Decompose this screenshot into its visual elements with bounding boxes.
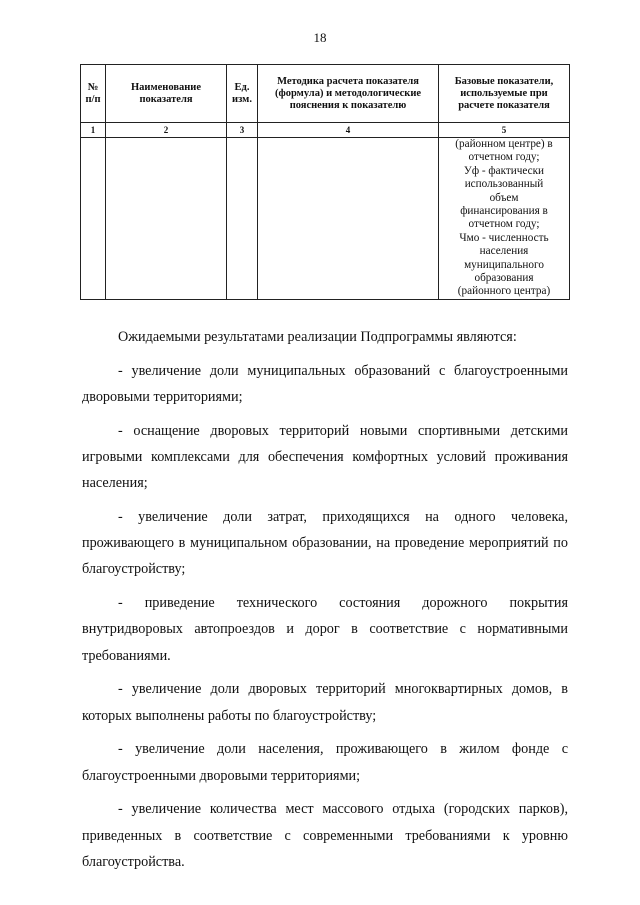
header-unit: Ед. изм. [227,65,258,123]
body-text [82,324,568,883]
column-number: 3 [227,123,258,138]
cell-line: образования [474,272,534,285]
cell-unit [227,138,258,300]
cell-line: Уф - фактически [463,164,545,177]
header-methodology: Методика расчета показателя (формула) и методологические пояснения к показателю [258,65,439,123]
cell-methodology [258,138,439,300]
header-number: № п/п [81,65,106,123]
result-item: - увеличение доли затрат, приходящихся на одного человека, проживающего в муниципальном образовании, на проведение мероприятий по благоустройству; [82,509,568,578]
indicators-table [80,64,570,300]
header-base-indicators: Базовые показатели, используемые при расчете показателя [439,65,570,123]
cell-line: муниципального [464,258,544,271]
cell-number [81,138,106,300]
column-number: 4 [258,123,439,138]
intro-paragraph: Ожидаемыми результатами реализации Подпрограммы являются: [118,329,517,345]
result-item: - увеличение доли дворовых территорий многоквартирных домов, в которых выполнены работы по благоустройству; [82,681,568,724]
cell-indicator-name [106,138,227,300]
cell-line: использованный [464,178,544,191]
column-number-row [81,123,570,138]
table-header-row [81,65,570,123]
cell-line: (районного центра) [457,285,551,298]
cell-line: отчетном году; [468,151,540,164]
result-item: - увеличение доли муниципальных образований с благоустроенными дворовыми территориями; [82,362,568,405]
result-item: - приведение технического состояния дорожного покрытия внутридворовых автопроездов и дорог в соответствие с нормативными требованиями. [82,595,568,664]
cell-base-indicators [439,138,570,300]
cell-line: Чмо - численность [459,231,549,244]
result-item: - увеличение количества мест массового отдыха (городских парков), приведенных в соответствие с современными требованиями к уровню благоустройства. [82,801,568,870]
page-number: 18 [313,30,327,45]
cell-line: (районном центре) в [455,138,553,150]
cell-line: финансирования в [460,205,548,218]
column-number: 2 [106,123,227,138]
cell-line: населения [479,245,529,258]
cell-line: объем [489,191,519,204]
result-item: - оснащение дворовых территорий новыми спортивными детскими игровыми комплексами для обеспечения комфортных условий проживания населения; [82,422,568,492]
result-item: - увеличение доли населения, проживающего в жилом фонде с благоустроенными дворовыми территориями; [82,741,568,784]
column-number: 1 [81,123,106,138]
column-number: 5 [439,123,570,138]
header-indicator-name: Наименование показателя [106,65,227,123]
table-row [81,138,570,300]
cell-line: отчетном году; [468,218,540,231]
